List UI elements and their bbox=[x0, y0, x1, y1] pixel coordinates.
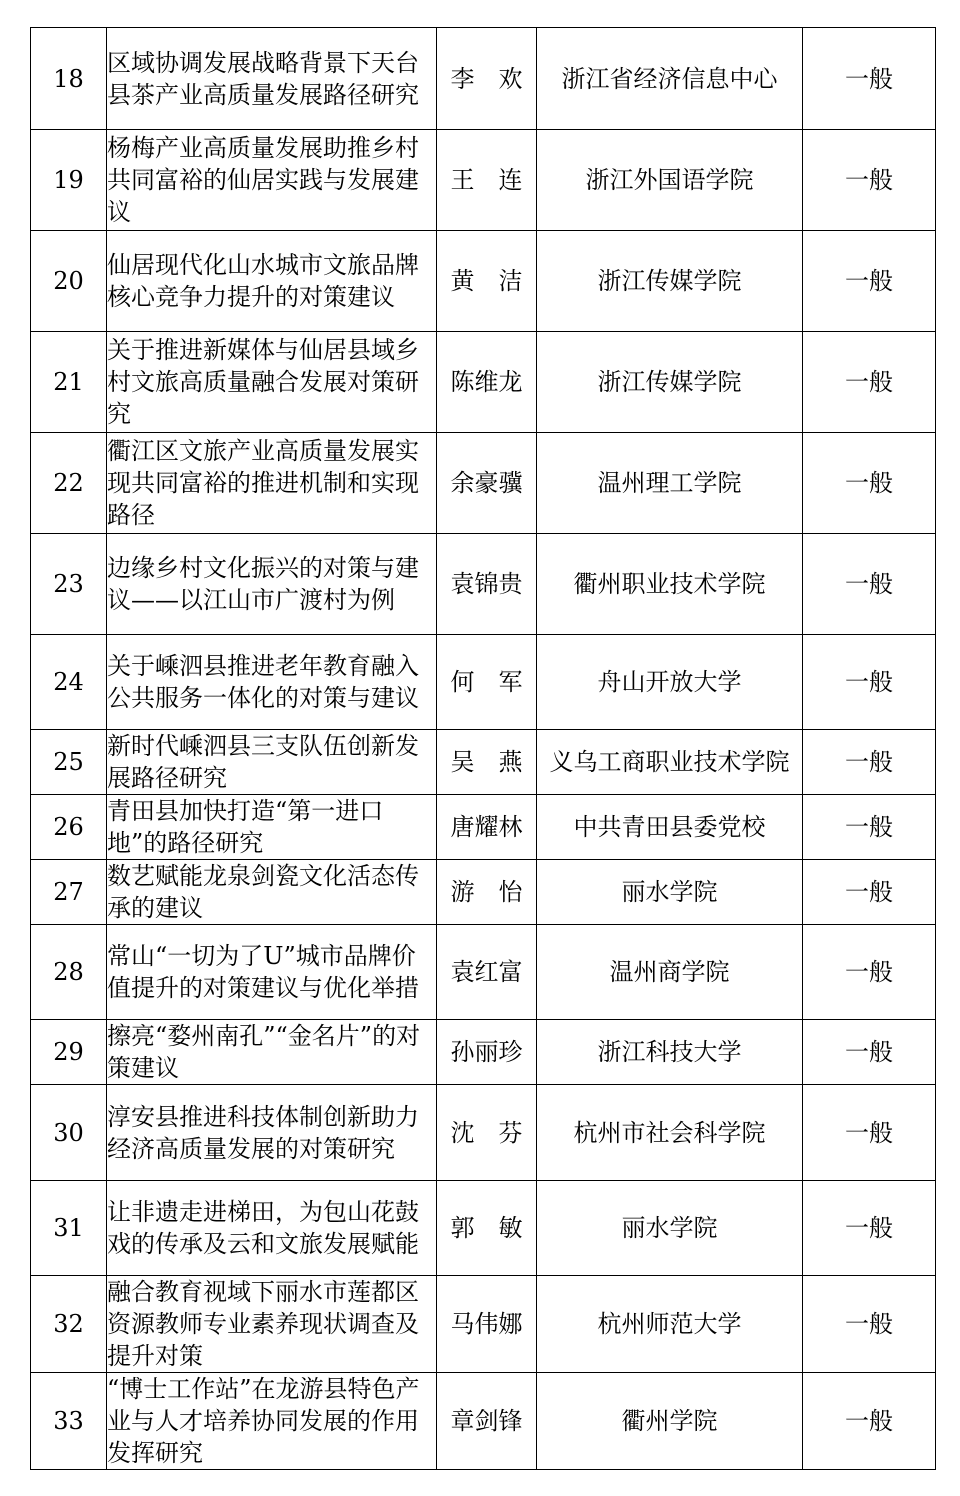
table-row bbox=[31, 635, 936, 730]
project-title: 关于推进新媒体与仙居县域乡村文旅高质量融合发展对策研究 bbox=[107, 332, 437, 433]
author-name: 黄 洁 bbox=[437, 231, 537, 332]
organization: 中共青田县委党校 bbox=[537, 795, 803, 860]
organization: 丽水学院 bbox=[537, 1181, 803, 1276]
row-number: 28 bbox=[31, 925, 107, 1020]
project-level: 一般 bbox=[803, 433, 936, 534]
organization: 浙江省经济信息中心 bbox=[537, 28, 803, 130]
author-name: 郭 敏 bbox=[437, 1181, 537, 1276]
row-number: 20 bbox=[31, 231, 107, 332]
project-level: 一般 bbox=[803, 231, 936, 332]
project-title: 杨梅产业高质量发展助推乡村共同富裕的仙居实践与发展建议 bbox=[107, 130, 437, 231]
organization: 义乌工商职业技术学院 bbox=[537, 730, 803, 795]
author-name: 马伟娜 bbox=[437, 1276, 537, 1373]
author-name: 陈维龙 bbox=[437, 332, 537, 433]
author-name: 何 军 bbox=[437, 635, 537, 730]
organization: 丽水学院 bbox=[537, 860, 803, 925]
table-row bbox=[31, 1085, 936, 1181]
project-level: 一般 bbox=[803, 635, 936, 730]
organization: 浙江传媒学院 bbox=[537, 332, 803, 433]
organization: 衢州职业技术学院 bbox=[537, 534, 803, 635]
author-name: 章剑锋 bbox=[437, 1373, 537, 1470]
project-level: 一般 bbox=[803, 925, 936, 1020]
organization: 舟山开放大学 bbox=[537, 635, 803, 730]
project-title: 青田县加快打造“第一进口地”的路径研究 bbox=[107, 795, 437, 860]
author-name: 袁锦贵 bbox=[437, 534, 537, 635]
project-table bbox=[30, 27, 936, 1470]
author-name: 王 连 bbox=[437, 130, 537, 231]
row-number: 32 bbox=[31, 1276, 107, 1373]
table-row bbox=[31, 1020, 936, 1085]
project-level: 一般 bbox=[803, 1181, 936, 1276]
row-number: 30 bbox=[31, 1085, 107, 1181]
author-name: 孙丽珍 bbox=[437, 1020, 537, 1085]
row-number: 21 bbox=[31, 332, 107, 433]
project-level: 一般 bbox=[803, 1085, 936, 1181]
table-row bbox=[31, 1181, 936, 1276]
project-level: 一般 bbox=[803, 795, 936, 860]
author-name: 袁红富 bbox=[437, 925, 537, 1020]
project-level: 一般 bbox=[803, 1020, 936, 1085]
organization: 浙江科技大学 bbox=[537, 1020, 803, 1085]
table-row bbox=[31, 925, 936, 1020]
project-level: 一般 bbox=[803, 130, 936, 231]
row-number: 33 bbox=[31, 1373, 107, 1470]
project-level: 一般 bbox=[803, 28, 936, 130]
author-name: 游 怡 bbox=[437, 860, 537, 925]
project-title: 新时代嵊泗县三支队伍创新发展路径研究 bbox=[107, 730, 437, 795]
row-number: 27 bbox=[31, 860, 107, 925]
project-level: 一般 bbox=[803, 332, 936, 433]
table-row bbox=[31, 534, 936, 635]
row-number: 19 bbox=[31, 130, 107, 231]
row-number: 25 bbox=[31, 730, 107, 795]
table-row bbox=[31, 1276, 936, 1373]
row-number: 23 bbox=[31, 534, 107, 635]
organization: 衢州学院 bbox=[537, 1373, 803, 1470]
project-title: 融合教育视域下丽水市莲都区资源教师专业素养现状调查及提升对策 bbox=[107, 1276, 437, 1373]
project-title: 衢江区文旅产业高质量发展实现共同富裕的推进机制和实现路径 bbox=[107, 433, 437, 534]
table-row bbox=[31, 1373, 936, 1470]
organization: 浙江传媒学院 bbox=[537, 231, 803, 332]
author-name: 沈 芬 bbox=[437, 1085, 537, 1181]
row-number: 24 bbox=[31, 635, 107, 730]
organization: 温州理工学院 bbox=[537, 433, 803, 534]
table-row bbox=[31, 433, 936, 534]
project-level: 一般 bbox=[803, 1373, 936, 1470]
table-row bbox=[31, 231, 936, 332]
project-title: 区域协调发展战略背景下天台县茶产业高质量发展路径研究 bbox=[107, 28, 437, 130]
organization: 杭州师范大学 bbox=[537, 1276, 803, 1373]
row-number: 26 bbox=[31, 795, 107, 860]
table-row bbox=[31, 130, 936, 231]
author-name: 余豪骥 bbox=[437, 433, 537, 534]
project-title: 擦亮“婺州南孔”“金名片”的对策建议 bbox=[107, 1020, 437, 1085]
organization: 温州商学院 bbox=[537, 925, 803, 1020]
project-title: 数艺赋能龙泉剑瓷文化活态传承的建议 bbox=[107, 860, 437, 925]
row-number: 31 bbox=[31, 1181, 107, 1276]
table-row bbox=[31, 860, 936, 925]
project-title: 让非遗走进梯田，为包山花鼓戏的传承及云和文旅发展赋能 bbox=[107, 1181, 437, 1276]
row-number: 29 bbox=[31, 1020, 107, 1085]
project-level: 一般 bbox=[803, 860, 936, 925]
author-name: 李 欢 bbox=[437, 28, 537, 130]
author-name: 唐耀林 bbox=[437, 795, 537, 860]
table-row bbox=[31, 795, 936, 860]
project-level: 一般 bbox=[803, 534, 936, 635]
project-title: 常山“一切为了U”城市品牌价值提升的对策建议与优化举措 bbox=[107, 925, 437, 1020]
project-title: 淳安县推进科技体制创新助力经济高质量发展的对策研究 bbox=[107, 1085, 437, 1181]
project-title: 仙居现代化山水城市文旅品牌核心竞争力提升的对策建议 bbox=[107, 231, 437, 332]
project-title: “博士工作站”在龙游县特色产业与人才培养协同发展的作用发挥研究 bbox=[107, 1373, 437, 1470]
project-title: 关于嵊泗县推进老年教育融入公共服务一体化的对策与建议 bbox=[107, 635, 437, 730]
organization: 杭州市社会科学院 bbox=[537, 1085, 803, 1181]
table-row bbox=[31, 332, 936, 433]
row-number: 22 bbox=[31, 433, 107, 534]
table-row bbox=[31, 28, 936, 130]
project-title: 边缘乡村文化振兴的对策与建议——以江山市广渡村为例 bbox=[107, 534, 437, 635]
project-level: 一般 bbox=[803, 1276, 936, 1373]
table-row bbox=[31, 730, 936, 795]
organization: 浙江外国语学院 bbox=[537, 130, 803, 231]
row-number: 18 bbox=[31, 28, 107, 130]
project-level: 一般 bbox=[803, 730, 936, 795]
author-name: 吴 燕 bbox=[437, 730, 537, 795]
